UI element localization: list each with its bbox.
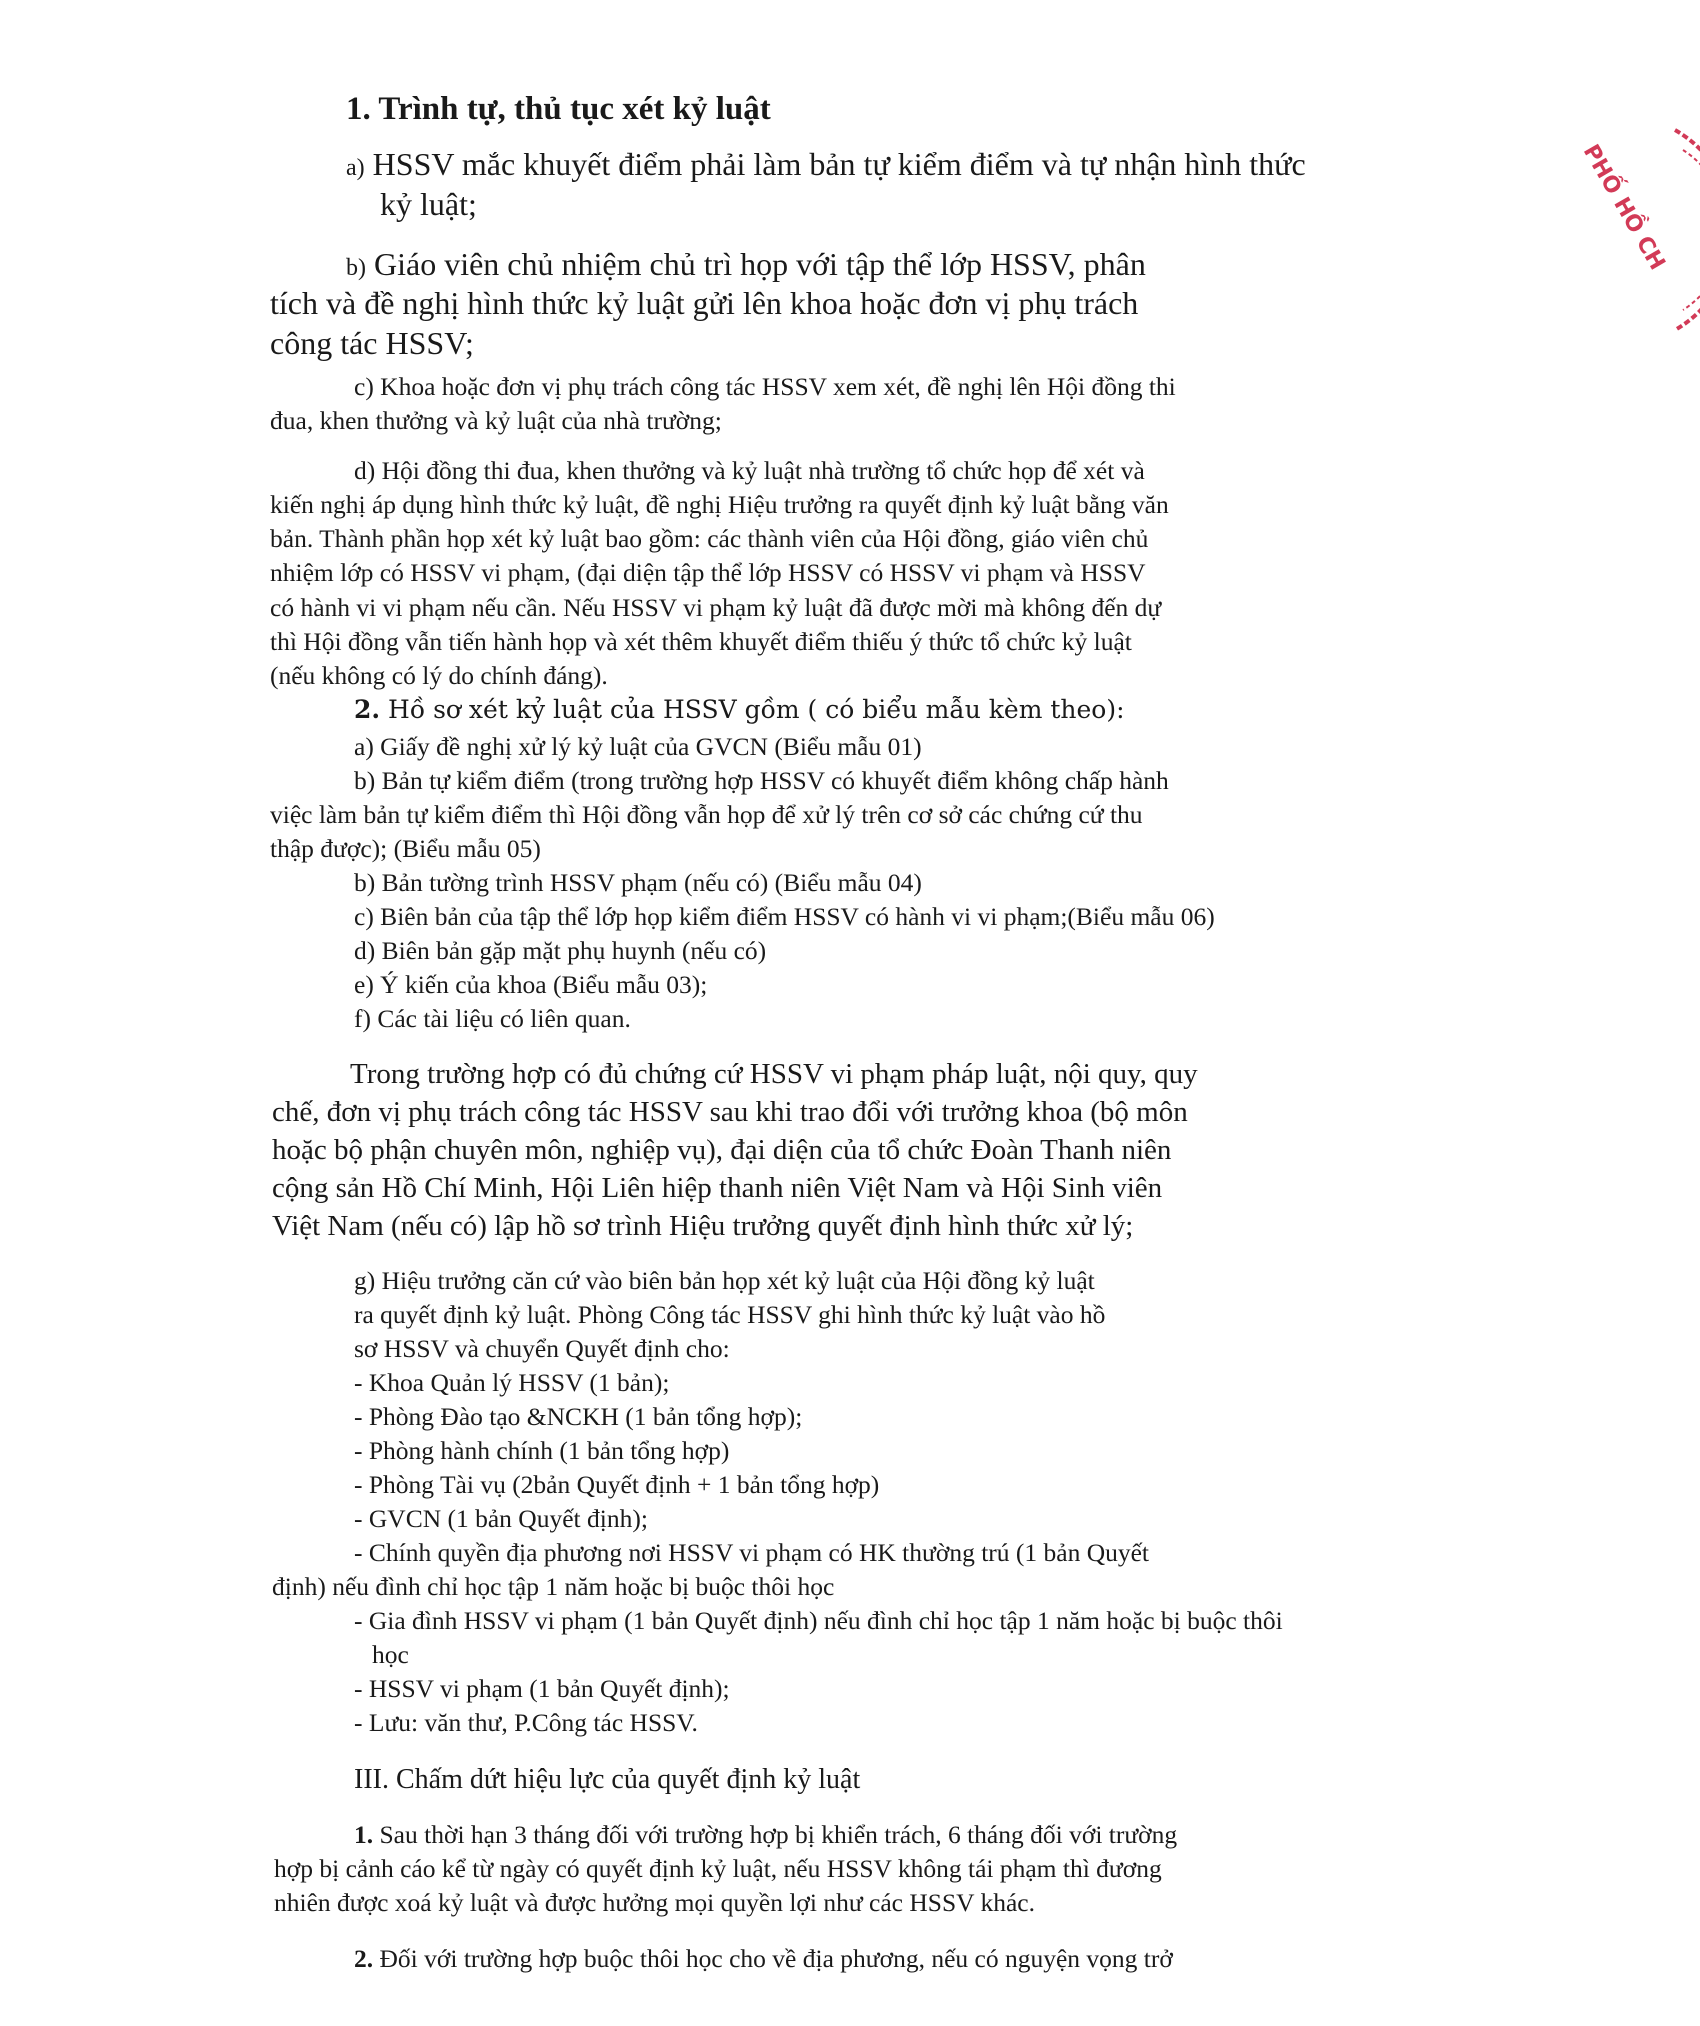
recipient-phong-hanh-chinh: - Phòng hành chính (1 bản tổng hợp) [354,1436,730,1465]
para-truong-hop-cont-3: cộng sản Hồ Chí Minh, Hội Liên hiệp thanh niên Việt Nam và Hội Sinh viên [272,1172,1163,1204]
recipient-gvcn: - GVCN (1 bản Quyết định); [354,1504,648,1533]
recipient-gia-dinh-cont: học [372,1640,409,1669]
seal-text: PHỐ HỒ CH [1577,140,1670,275]
para-truong-hop-cont-1: chế, đơn vị phụ trách công tác HSSV sau khi trao đổi với trưởng khoa (bộ môn [272,1096,1188,1128]
recipient-hssv: - HSSV vi phạm (1 bản Quyết định); [354,1674,730,1703]
recipient-chinh-quyen: - Chính quyền địa phương nơi HSSV vi phạm có HK thường trú (1 bản Quyết [354,1538,1150,1567]
recipient-phong-dao-tao: - Phòng Đào tạo &NCKH (1 bản tổng hợp); [354,1402,803,1431]
doc-item-e: e) Ý kiến của khoa (Biểu mẫu 03); [354,970,708,999]
doc-item-a: a) Giấy đề nghị xử lý kỷ luật của GVCN (Biểu mẫu 01) [354,732,922,761]
recipient-phong-tai-vu: - Phòng Tài vụ (2bản Quyết định + 1 bản tổng hợp) [354,1470,880,1499]
para-1-cont-2: nhiên được xoá kỷ luật và được hưởng mọi quyền lợi như các HSSV khác. [274,1888,1035,1917]
recipient-gia-dinh: - Gia đình HSSV vi phạm (1 bản Quyết định) nếu đình chỉ học tập 1 năm hoặc bị buộc thôi [354,1606,1283,1635]
para-2-text: Đối với trường hợp buộc thôi học cho về địa phương, nếu có nguyện vọng trở [373,1944,1173,1973]
heading-ho-so-text: Hồ sơ xét kỷ luật của HSSV gồm ( có biểu mẫu kèm theo): [380,695,1125,724]
para-truong-hop: Trong trường hợp có đủ chứng cứ HSSV vi phạm pháp luật, nội quy, quy [350,1058,1198,1090]
para-truong-hop-cont-2: hoặc bộ phận chuyên môn, nghiệp vụ), đại diện của tổ chức Đoàn Thanh niên [272,1134,1172,1166]
item-a-text: HSSV mắc khuyết điểm phải làm bản tự kiểm điểm và tự nhận hình thức [364,146,1306,182]
item-b-cont-1: tích và đề nghị hình thức kỷ luật gửi lên khoa hoặc đơn vị phụ trách [270,285,1139,321]
item-d-cont-5: thì Hội đồng vẫn tiến hành họp và xét thêm khuyết điểm thiếu ý thức tổ chức kỷ luật [270,627,1132,656]
item-b-cont-2: công tác HSSV; [270,325,474,361]
item-b-letter: b) [346,255,366,281]
para-2 [354,1946,1173,1972]
recipient-chinh-quyen-cont: định) nếu đình chỉ học tập 1 năm hoặc bị buộc thôi học [272,1572,835,1601]
doc-item-b-cont-1: việc làm bản tự kiểm điểm thì Hội đồng vẫn họp để xử lý trên cơ sở các chứng cứ thu [270,800,1143,829]
heading-ho-so-number: 2. [354,695,381,724]
para-1 [354,1822,1177,1848]
para-truong-hop-cont-4: Việt Nam (nếu có) lập hồ sơ trình Hiệu trưởng quyết định hình thức xử lý; [272,1210,1134,1242]
heading-ho-so [354,697,1125,722]
doc-item-b2: b) Bản tường trình HSSV phạm (nếu có) (Biểu mẫu 04) [354,868,922,897]
item-d-cont-4: có hành vi vi phạm nếu cần. Nếu HSSV vi phạm kỷ luật đã được mời mà không đến dự [270,593,1162,622]
doc-item-b: b) Bản tự kiểm điểm (trong trường hợp HSSV có khuyết điểm không chấp hành [354,766,1169,795]
recipient-luu: - Lưu: văn thư, P.Công tác HSSV. [354,1708,698,1737]
item-d-cont-1: kiến nghị áp dụng hình thức kỷ luật, đề nghị Hiệu trưởng ra quyết định kỷ luật bằng văn [270,490,1169,519]
doc-item-b-cont-2: thập được); (Biểu mẫu 05) [270,834,541,863]
heading-trinh-tu: 1. Trình tự, thủ tục xét kỷ luật [346,91,771,127]
doc-item-c: c) Biên bản của tập thể lớp họp kiểm điểm HSSV có hành vi vi phạm;(Biểu mẫu 06) [354,902,1215,931]
item-d: d) Hội đồng thi đua, khen thưởng và kỷ luật nhà trường tổ chức họp để xét và [354,456,1145,485]
para-1-number: 1. [354,1820,374,1849]
doc-item-d: d) Biên bản gặp mặt phụ huynh (nếu có) [354,936,767,965]
recipient-khoa-quan-ly: - Khoa Quản lý HSSV (1 bản); [354,1368,670,1397]
item-g-cont-2: sơ HSSV và chuyển Quyết định cho: [354,1334,730,1363]
item-b [346,248,1146,280]
item-a [346,148,1306,180]
item-g: g) Hiệu trưởng căn cứ vào biên bản họp xét kỷ luật của Hội đồng kỷ luật [354,1266,1095,1295]
item-c-cont: đua, khen thưởng và kỷ luật của nhà trường; [270,406,722,435]
item-a-cont: kỷ luật; [380,186,477,222]
doc-item-f: f) Các tài liệu có liên quan. [354,1004,631,1033]
seal-stamp-icon [1555,120,1695,350]
para-1-cont-1: hợp bị cảnh cáo kể từ ngày có quyết định kỷ luật, nếu HSSV không tái phạm thì đương [274,1854,1162,1883]
item-g-cont-1: ra quyết định kỷ luật. Phòng Công tác HSSV ghi hình thức kỷ luật vào hồ [354,1300,1106,1329]
item-d-cont-6: (nếu không có lý do chính đáng). [270,661,608,690]
para-1-text: Sau thời hạn 3 tháng đối với trường hợp bị khiển trách, 6 tháng đối với trường [373,1820,1178,1849]
para-2-number: 2. [354,1944,374,1973]
heading-cham-dut: III. Chấm dứt hiệu lực của quyết định kỷ luật [354,1764,861,1795]
item-c: c) Khoa hoặc đơn vị phụ trách công tác HSSV xem xét, đề nghị lên Hội đồng thi [354,372,1176,401]
item-d-cont-2: bản. Thành phần họp xét kỷ luật bao gồm: các thành viên của Hội đồng, giáo viên chủ [270,524,1149,553]
item-b-text: Giáo viên chủ nhiệm chủ trì họp với tập thể lớp HSSV, phân [366,246,1146,282]
item-a-letter: a) [346,155,365,181]
item-d-cont-3: nhiệm lớp có HSSV vi phạm, (đại diện tập thể lớp HSSV có HSSV vi phạm và HSSV [270,558,1146,587]
